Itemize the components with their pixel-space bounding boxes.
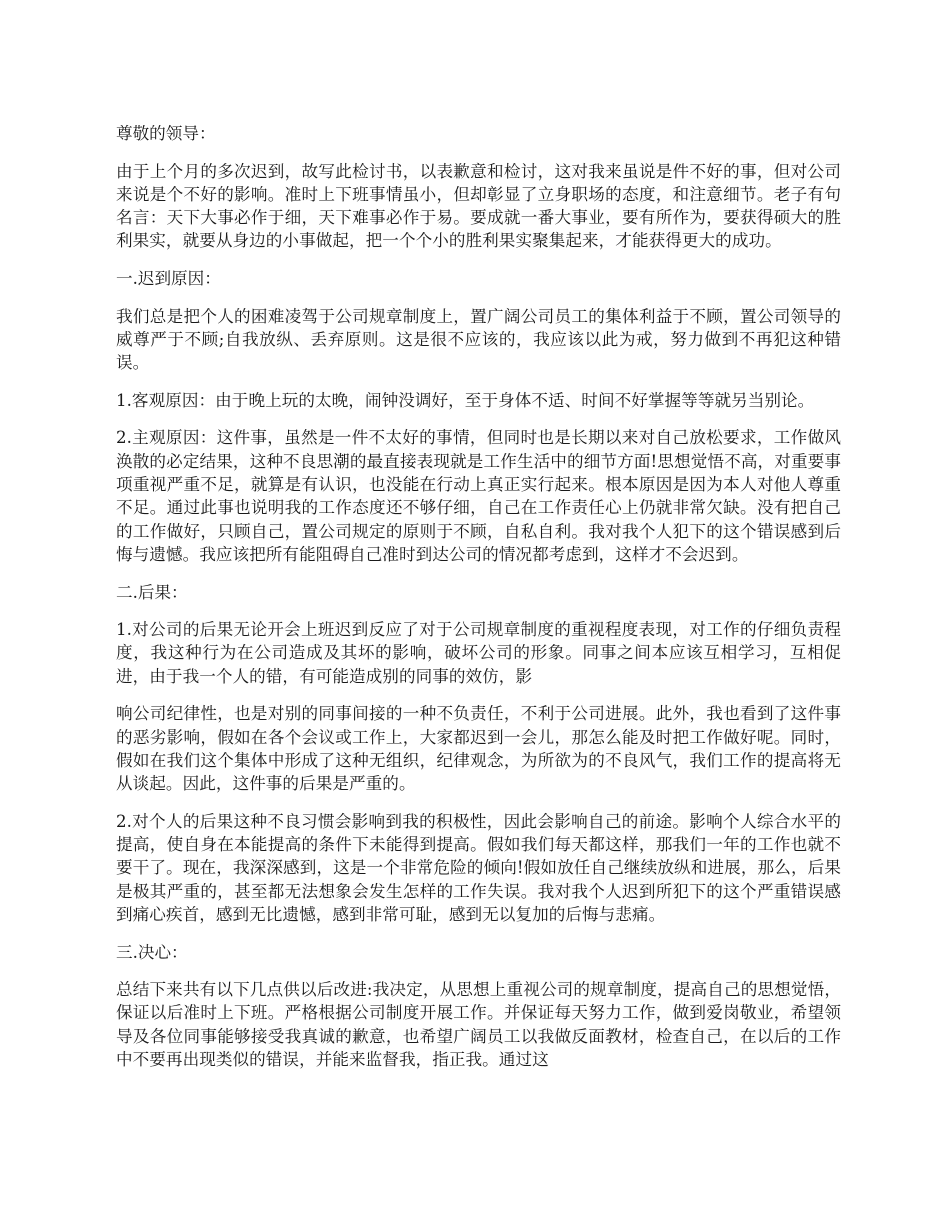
section-heading-reasons: 一.迟到原因： xyxy=(116,269,221,289)
document-page xyxy=(116,122,841,1086)
company-consequence-continued-paragraph: 响公司纪律性，也是对别的同事间接的一种不负责任，不利于公司进展。此外，我也看到了这件事的恶劣影响，假如在各个会议或工作上，大家都迟到一会儿，那怎么能及时把工作做好呢。同时，假如在我们这个集体中形成了这种无组织，纪律观念，为所欲为的不良风气，我们工作的提高将无从谈起。因此，这件事的后果是严重的。 xyxy=(116,704,841,794)
section-heading-consequences: 二.后果： xyxy=(116,582,188,602)
reasons-paragraph: 我们总是把个人的困难凌驾于公司规章制度上，置广阔公司员工的集体利益于不顾，置公司领导的威尊严于不顾;自我放纵、丢弃原则。这是很不应该的，我应该以此为戒，努力做到不再犯这种错误。 xyxy=(116,306,841,373)
subjective-reason-paragraph: 2.主观原因：这件事，虽然是一件不太好的事情，但同时也是长期以来对自己放松要求，工作做风涣散的必定结果，这种不良思潮的最直接表现就是工作生活中的细节方面!思想觉悟不高，对重要事项重视严重不足，就算是有认识，也没能在行动上真正实行起来。根本原因是因为本人对他人尊重不足。通过此事也说明我的工作态度还不够仔细，自己在工作责任心上仍就非常欠缺。没有把自己的工作做好，只顾自己，置公司规定的原则于不顾，自私自利。我对我个人犯下的这个错误感到后悔与遗憾。我应该把所有能阻碍自己准时到达公司的情况都考虑到，这样才不会迟到。 xyxy=(116,428,841,564)
section-heading-resolution: 三.决心： xyxy=(116,942,188,962)
intro-paragraph: 由于上个月的多次迟到，故写此检讨书，以表歉意和检讨，这对我来虽说是件不好的事，但对公司来说是个不好的影响。准时上下班事情虽小，但却彰显了立身职场的态度，和注意细节。老子有句名言：天下大事必作于细，天下难事必作于易。要成就一番大事业，要有所作为，要获得硕大的胜利果实，就要从身边的小事做起，把一个个小的胜利果实聚集起来，才能获得更大的成功。 xyxy=(116,161,841,251)
objective-reason-paragraph: 1.客观原因：由于晚上玩的太晚，闹钟没调好，至于身体不适、时间不好掌握等等就另当别论。 xyxy=(116,390,815,410)
company-consequence-paragraph: 1.对公司的后果无论开会上班迟到反应了对于公司规章制度的重视程度表现，对工作的仔细负责程度，我这种行为在公司造成及其坏的影响，破坏公司的形象。同事之间本应该互相学习，互相促进，由于我一个人的错，有可能造成别的同事的效仿，影 xyxy=(116,620,841,686)
resolution-paragraph: 总结下来共有以下几点供以后改进:我决定，从思想上重视公司的规章制度，提高自己的思想觉悟，保证以后准时上下班。严格根据公司制度开展工作。并保证每天努力工作，做到爱岗敬业，希望领导及各位同事能够接受我真诚的歉意，也希望广阔员工以我做反面教材，检查自己，在以后的工作中不要再出现类似的错误，并能来监督我，指正我。通过这 xyxy=(116,980,841,1070)
personal-consequence-paragraph: 2.对个人的后果这种不良习惯会影响到我的积极性，因此会影响自己的前途。影响个人综合水平的提高，使自身在本能提高的条件下未能得到提高。假如我们每天都这样，那我们一年的工作也就不要干了。现在，我深深感到，这是一个非常危险的倾向!假如放任自己继续放纵和进展，那么，后果是极其严重的，甚至都无法想象会发生怎样的工作失误。我对我个人迟到所犯下的这个严重错误感到痛心疾首，感到无比遗憾，感到非常可耻，感到无以复加的后悔与悲痛。 xyxy=(116,811,841,924)
salutation: 尊敬的领导： xyxy=(116,124,216,143)
